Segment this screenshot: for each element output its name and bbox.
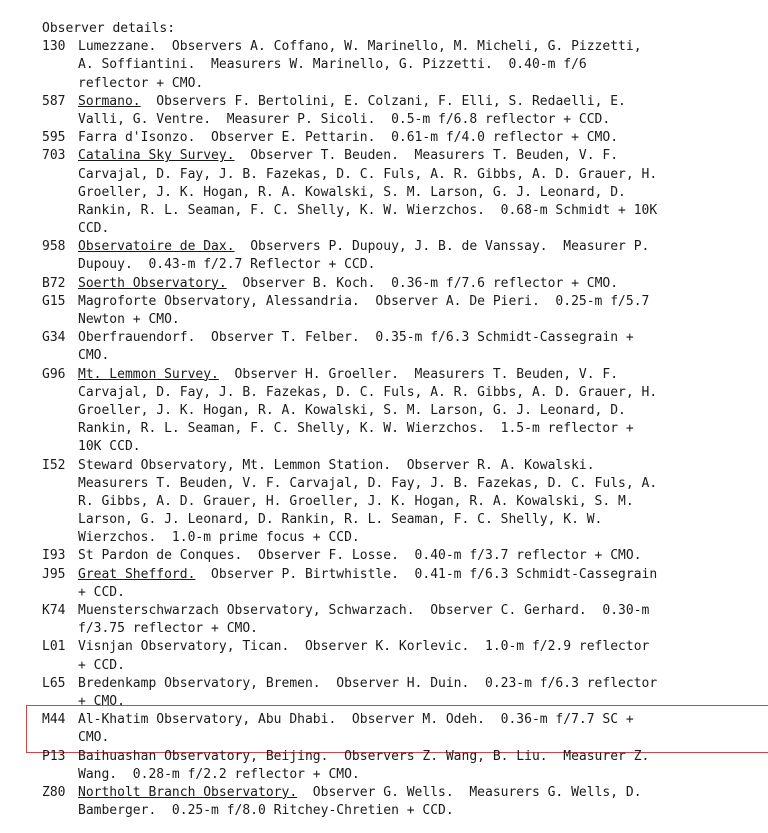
observatory-code: G34	[42, 330, 66, 346]
entry-continuation-line	[42, 166, 762, 184]
observatory-entry-i52	[42, 457, 762, 548]
entry-first-line	[42, 547, 762, 565]
observatory-entry-g96	[42, 366, 762, 457]
entry-continuation-line	[42, 438, 762, 456]
observatory-code: I52	[42, 457, 66, 473]
entry-continuation-line	[42, 420, 762, 438]
entry-continuation-line	[42, 202, 762, 220]
entry-continuation-line	[42, 475, 762, 493]
entry-text: Observer G. Wells. Measurers G. Wells, D.	[297, 784, 642, 800]
entry-first-line	[42, 566, 762, 584]
observatory-entry-g15	[42, 293, 762, 329]
entry-first-line	[42, 784, 762, 802]
entry-continuation-line	[42, 184, 762, 202]
entry-first-line	[42, 602, 762, 620]
entry-first-line	[42, 38, 762, 56]
entry-text: Magroforte Observatory, Alessandria. Observer A. De Pieri. 0.25-m f/5.7	[78, 293, 650, 309]
observatory-code: J95	[42, 566, 66, 582]
entry-text: Rankin, R. L. Seaman, F. C. Shelly, K. W. Wierzchos. 1.5-m reflector +	[78, 421, 634, 437]
observatory-code: Z80	[42, 784, 66, 800]
entry-text: CCD.	[78, 221, 110, 237]
observatory-code: 595	[42, 130, 66, 146]
observer-details-document	[42, 20, 762, 820]
observatory-name-link[interactable]: Sormano.	[78, 93, 141, 109]
observatory-code: 958	[42, 239, 66, 255]
entry-text: + CCD.	[78, 657, 125, 673]
entry-continuation-line	[42, 75, 762, 93]
entry-text: 10K CCD.	[78, 439, 141, 455]
entry-continuation-line	[42, 529, 762, 547]
entry-first-line	[42, 238, 762, 256]
entry-text: Baihuashan Observatory, Beijing. Observers Z. Wang, B. Liu. Measurer Z.	[78, 748, 650, 764]
entry-text: R. Gibbs, A. D. Grauer, H. Groeller, J. K. Hogan, R. A. Kowalski, S. M.	[78, 493, 634, 509]
entry-continuation-line	[42, 384, 762, 402]
observatory-code: M44	[42, 712, 66, 728]
entry-first-line	[42, 329, 762, 347]
entry-continuation-line	[42, 729, 762, 747]
observatory-code: 703	[42, 148, 66, 164]
observatory-entry-595	[42, 129, 762, 147]
observatory-name-link[interactable]: Catalina Sky Survey.	[78, 148, 235, 164]
entry-text: Newton + CMO.	[78, 312, 180, 327]
entry-text: f/3.75 reflector + CMO.	[78, 621, 259, 637]
entry-text: Visnjan Observatory, Tican. Observer K. Korlevic. 1.0-m f/2.9 reflector	[78, 639, 650, 655]
entry-text: Muensterschwarzach Observatory, Schwarzach. Observer C. Gerhard. 0.30-m	[78, 603, 650, 618]
entry-continuation-line	[42, 220, 762, 238]
observatory-entry-i93	[42, 547, 762, 565]
entry-first-line	[42, 147, 762, 165]
entry-first-line	[42, 711, 762, 729]
observatory-code: L01	[42, 639, 66, 655]
observatory-code: 130	[42, 39, 66, 55]
observatory-entry-l01	[42, 638, 762, 674]
entry-text: CMO.	[78, 348, 110, 364]
entry-text: Observers P. Dupouy, J. B. de Vanssay. Measurer P.	[234, 239, 650, 255]
observatory-entry-z80	[42, 784, 762, 820]
entry-first-line	[42, 675, 762, 693]
entry-text: A. Soffiantini. Measurers W. Marinello, G. Pizzetti. 0.40-m f/6	[78, 57, 587, 73]
entry-text: Carvajal, D. Fay, J. B. Fazekas, D. C. Fuls, A. R. Gibbs, A. D. Grauer, H.	[78, 384, 658, 400]
entry-continuation-line	[42, 584, 762, 602]
entry-text: + CCD.	[78, 584, 125, 600]
entry-text: Observer B. Koch. 0.36-m f/7.6 reflector + CMO.	[226, 275, 619, 291]
entry-continuation-line	[42, 311, 762, 329]
entry-continuation-line	[42, 256, 762, 274]
observatory-entry-958	[42, 238, 762, 274]
observatory-code: P13	[42, 748, 66, 764]
entry-continuation-line	[42, 620, 762, 638]
section-heading: Observer details:	[42, 21, 176, 36]
entry-text: Al-Khatim Observatory, Abu Dhabi. Observer M. Odeh. 0.36-m f/7.7 SC +	[78, 712, 634, 728]
observatory-name-link[interactable]: Great Shefford.	[78, 566, 196, 582]
observatory-code: B72	[42, 275, 66, 291]
entry-first-line	[42, 457, 762, 475]
observatory-entry-b72	[42, 275, 762, 293]
entry-text: Oberfrauendorf. Observer T. Felber. 0.35-m f/6.3 Schmidt-Cassegrain +	[78, 330, 634, 346]
entry-text: Measurers T. Beuden, V. F. Carvajal, D. Fay, J. B. Fazekas, D. C. Fuls, A.	[78, 475, 658, 491]
entry-text: Dupouy. 0.43-m f/2.7 Reflector + CCD.	[78, 257, 376, 273]
entry-first-line	[42, 748, 762, 766]
entry-continuation-line	[42, 657, 762, 675]
observatory-entry-703	[42, 147, 762, 238]
entry-text: Observers F. Bertolini, E. Colzani, F. Elli, S. Redaelli, E.	[140, 93, 626, 109]
observatory-code: G96	[42, 366, 66, 382]
entry-text: reflector + CMO.	[78, 75, 204, 91]
observatory-entry-130	[42, 38, 762, 93]
entry-continuation-line	[42, 402, 762, 420]
observatory-code: L65	[42, 675, 66, 691]
observatory-entry-587	[42, 93, 762, 129]
observatory-entry-k74	[42, 602, 762, 638]
entry-text: Rankin, R. L. Seaman, F. C. Shelly, K. W. Wierzchos. 0.68-m Schmidt + 10K	[78, 202, 658, 218]
entry-first-line	[42, 129, 762, 147]
entry-text: Groeller, J. K. Hogan, R. A. Kowalski, S. M. Larson, G. J. Leonard, D.	[78, 184, 626, 200]
entry-text: Valli, G. Ventre. Measurer P. Sicoli. 0.5-m f/6.8 reflector + CCD.	[78, 111, 611, 127]
entry-text: Bamberger. 0.25-m f/8.0 Ritchey-Chretien + CCD.	[78, 803, 454, 819]
observatory-name-link[interactable]: Observatoire de Dax.	[78, 239, 235, 255]
entry-first-line	[42, 275, 762, 293]
entry-continuation-line	[42, 56, 762, 74]
entry-text: Larson, G. J. Leonard, D. Rankin, R. L. Seaman, F. C. Shelly, K. W.	[78, 512, 603, 528]
entry-text: Observer H. Groeller. Measurers T. Beuden, V. F.	[218, 366, 619, 382]
entry-first-line	[42, 366, 762, 384]
entry-text: Farra d'Isonzo. Observer E. Pettarin. 0.61-m f/4.0 reflector + CMO.	[78, 130, 619, 146]
entry-text: Bredenkamp Observatory, Bremen. Observer H. Duin. 0.23-m f/6.3 reflector	[78, 675, 658, 691]
entry-continuation-line	[42, 347, 762, 365]
entry-text: St Pardon de Conques. Observer F. Losse. 0.40-m f/3.7 reflector + CMO.	[78, 548, 642, 564]
entry-first-line	[42, 93, 762, 111]
observatory-code: G15	[42, 293, 66, 309]
observatory-name-link[interactable]: Northolt Branch Observatory.	[78, 784, 298, 800]
observatory-entry-m44	[42, 711, 762, 747]
entry-text: CMO.	[78, 730, 110, 746]
entry-text: Wang. 0.28-m f/2.2 reflector + CMO.	[78, 766, 360, 782]
entry-continuation-line	[42, 766, 762, 784]
entry-text: Carvajal, D. Fay, J. B. Fazekas, D. C. Fuls, A. R. Gibbs, A. D. Grauer, H.	[78, 166, 658, 182]
observatory-entry-l65	[42, 675, 762, 711]
entry-text: Lumezzane. Observers A. Coffano, W. Marinello, M. Micheli, G. Pizzetti,	[78, 39, 642, 55]
entry-text: Wierzchos. 1.0-m prime focus + CCD.	[78, 530, 360, 546]
entry-continuation-line	[42, 511, 762, 529]
entry-first-line	[42, 638, 762, 656]
entry-continuation-line	[42, 493, 762, 511]
observatory-list	[42, 38, 762, 820]
entry-continuation-line	[42, 111, 762, 129]
observatory-entry-j95	[42, 566, 762, 602]
observatory-code: K74	[42, 603, 66, 618]
observatory-name-link[interactable]: Soerth Observatory.	[78, 275, 227, 291]
entry-text: Observer T. Beuden. Measurers T. Beuden, V. F.	[234, 148, 619, 164]
entry-text: Observer P. Birtwhistle. 0.41-m f/6.3 Schmidt-Cassegrain	[195, 566, 658, 582]
observatory-name-link[interactable]: Mt. Lemmon Survey.	[78, 366, 219, 382]
entry-first-line	[42, 293, 762, 311]
entry-text: Groeller, J. K. Hogan, R. A. Kowalski, S. M. Larson, G. J. Leonard, D.	[78, 402, 626, 418]
entry-text: + CMO.	[78, 693, 125, 709]
observatory-code: I93	[42, 548, 66, 564]
entry-text: Steward Observatory, Mt. Lemmon Station. Observer R. A. Kowalski.	[78, 457, 595, 473]
observatory-code: 587	[42, 93, 66, 109]
observatory-entry-g34	[42, 329, 762, 365]
entry-continuation-line	[42, 693, 762, 711]
observatory-entry-p13	[42, 748, 762, 784]
entry-continuation-line	[42, 802, 762, 820]
